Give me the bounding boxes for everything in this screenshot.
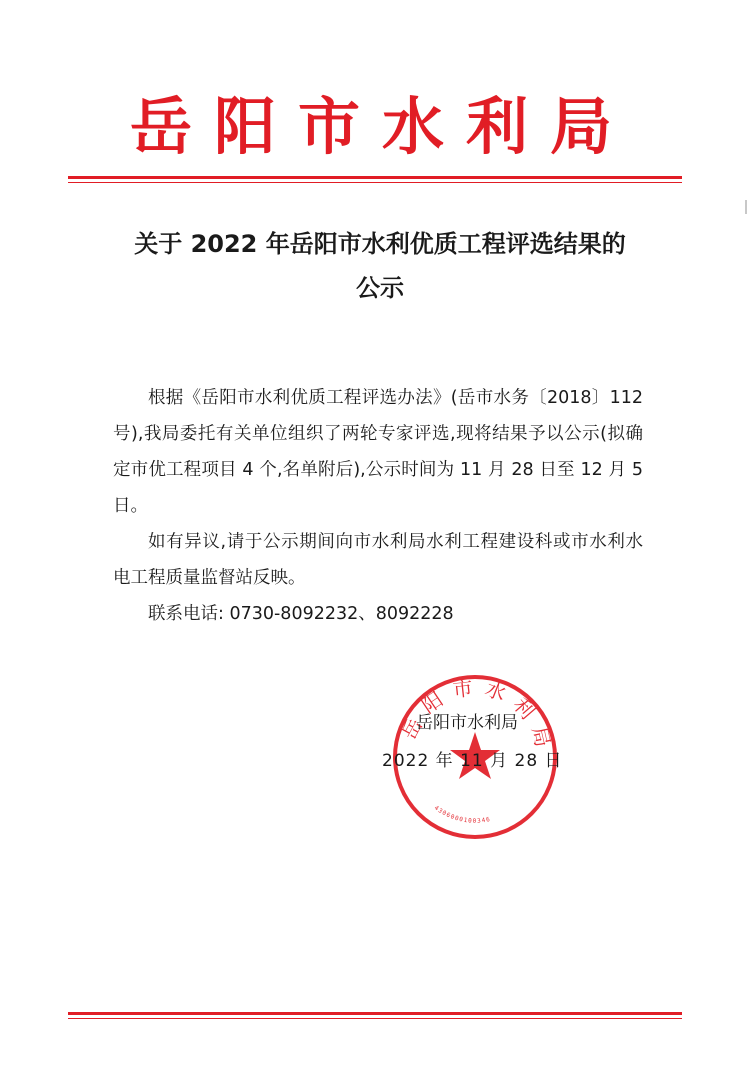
- body-paragraph-3: 联系电话: 0730-8092232、8092228: [148, 604, 454, 624]
- signature-block: [380, 704, 580, 780]
- signature-date: 2022 年 11 月 28 日: [382, 751, 563, 771]
- footer-rule-thin: [68, 1018, 682, 1019]
- body-paragraph-2: 如有异议,请于公示期间向市水利局水利工程建设科或市水利水电工程质量监督站反映。: [113, 532, 643, 588]
- svg-text:4306000100346: [433, 805, 492, 825]
- title-line-1: 关于 2022 年岳阳市水利优质工程评选结果的: [134, 230, 626, 258]
- signature-org: 岳阳市水利局: [416, 713, 518, 733]
- seal-code: 4306000100346: [432, 804, 492, 825]
- header-rule-thin: [68, 182, 682, 183]
- seal-text: 岳阳市水利局: [396, 674, 558, 759]
- document-body: [113, 380, 643, 632]
- footer-rule-thick: [68, 1012, 682, 1015]
- document-title: [110, 222, 650, 310]
- org-header-title: 岳阳市水利局: [129, 90, 634, 163]
- title-line-2: 公示: [356, 274, 404, 302]
- header-rule-thick: [68, 176, 682, 179]
- body-paragraph-1: 根据《岳阳市水利优质工程评选办法》(岳市水务〔2018〕112 号),我局委托有关单位组织了两轮专家评选,现将结果予以公示(拟确定市优工程项目 4 个,名单附后),公示时间为 11 月 28 日至 12 月 5 日。: [113, 388, 643, 516]
- scan-edge-mark: [745, 200, 747, 214]
